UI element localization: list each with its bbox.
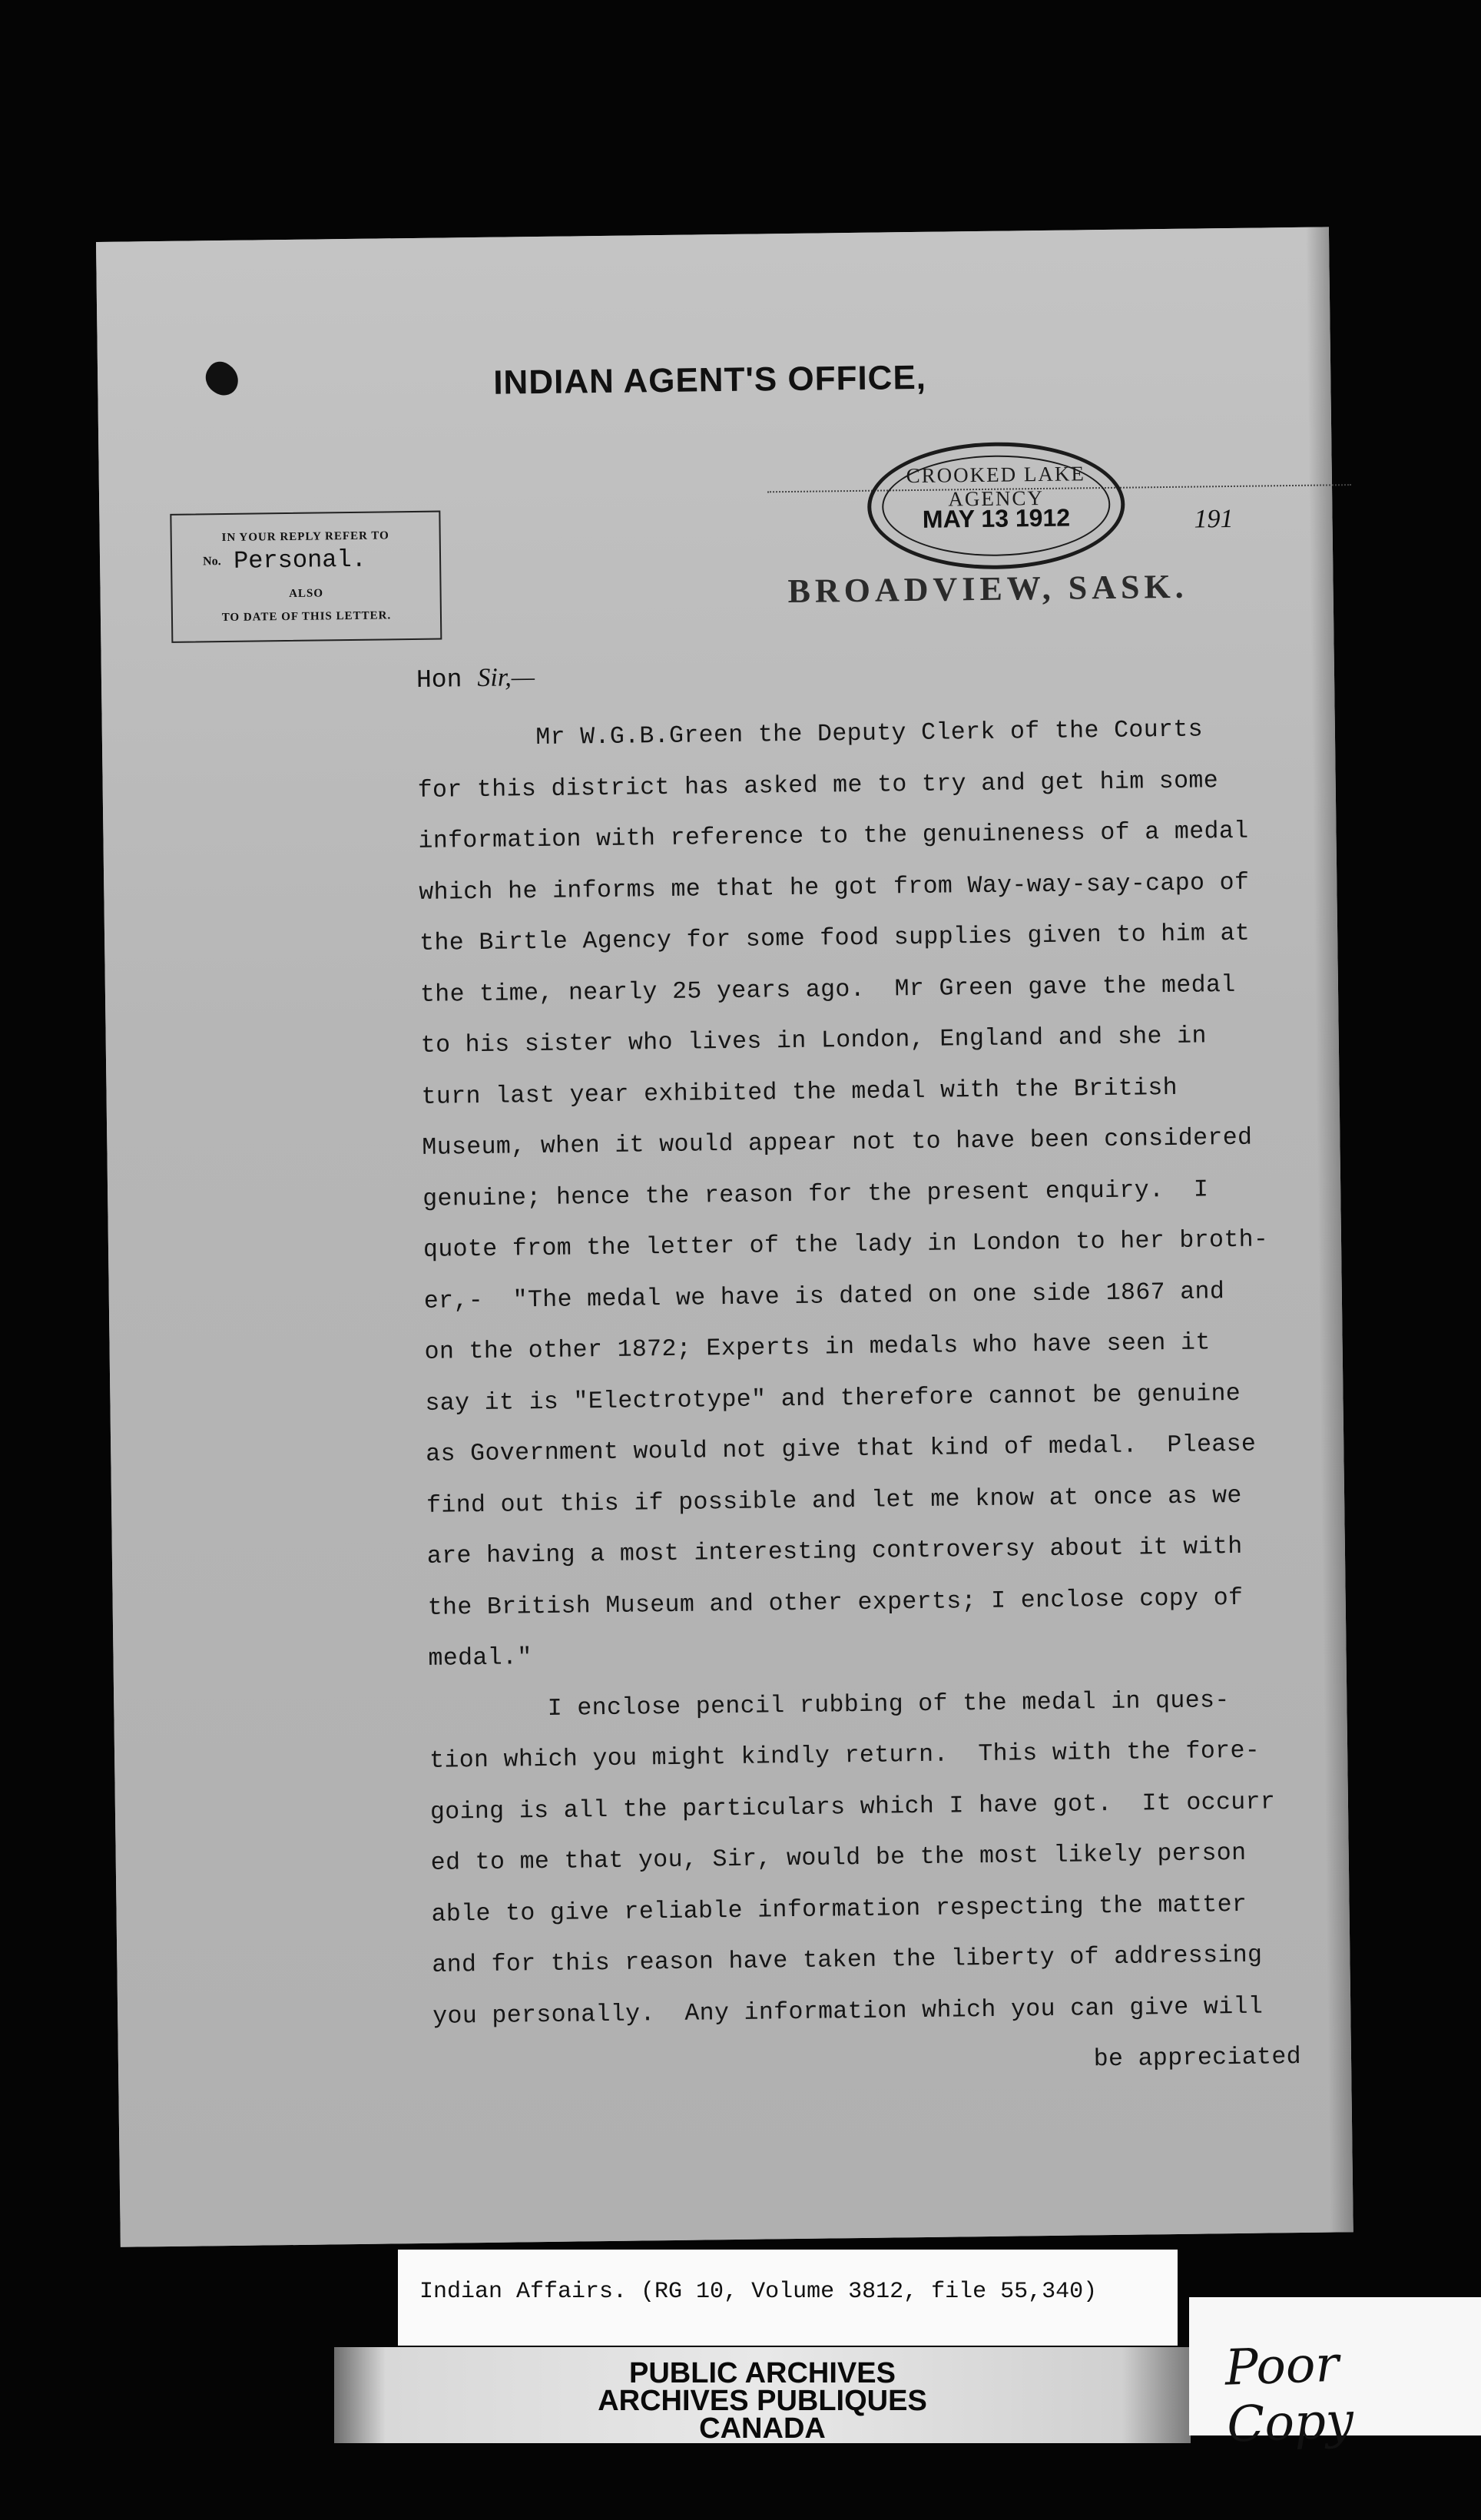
body-line: the time, nearly 25 years ago. Mr Green gave the medal bbox=[419, 971, 1236, 1009]
body-line: are having a most interesting controversy about it with bbox=[426, 1533, 1243, 1570]
reply-box-line4: TO DATE OF THIS LETTER. bbox=[221, 609, 392, 625]
body-line: the Birtle Agency for some food supplies given to him at bbox=[419, 920, 1251, 957]
place-name: BROADVIEW, SASK. bbox=[787, 567, 1188, 611]
body-line: say it is "Electrotype" and therefore cannot be genuine bbox=[425, 1380, 1241, 1418]
body-line: going is all the particulars which I have got. It occurr bbox=[429, 1788, 1276, 1826]
body-line: as Government would not give that kind of medal. Please bbox=[426, 1431, 1257, 1468]
stamp-date: MAY 13 1912 bbox=[922, 503, 1071, 533]
office-title: INDIAN AGENT'S OFFICE, bbox=[492, 358, 927, 402]
body-line: information with reference to the genuineness of a medal bbox=[418, 817, 1249, 855]
poor-copy-text: Poor Copy bbox=[1224, 2336, 1355, 2454]
archive-reference-text: Indian Affairs. (RG 10, Volume 3812, file 55,340) bbox=[419, 2279, 1098, 2305]
body-line: Museum, when it would appear not to have been considered bbox=[422, 1124, 1253, 1162]
body-line: Mr W.G.B.Green the Deputy Clerk of the Courts bbox=[416, 716, 1204, 753]
body-line: I enclose pencil rubbing of the medal in ques- bbox=[429, 1686, 1230, 1724]
closing-line: be appreciated bbox=[1093, 2044, 1302, 2074]
page-edge-shadow bbox=[1306, 227, 1353, 2232]
letter-body bbox=[417, 704, 1302, 2094]
body-line: which he informs me that he got from Way-way-say-capo of bbox=[419, 869, 1250, 907]
letter-page bbox=[96, 227, 1353, 2246]
poor-copy-note bbox=[1189, 2297, 1481, 2454]
archive-line-country: CANADA bbox=[699, 2412, 826, 2445]
archive-reference-label bbox=[398, 2250, 1178, 2346]
reply-box-also: ALSO bbox=[289, 587, 324, 600]
body-line: you personally. Any information which you can give will bbox=[432, 1993, 1264, 2031]
body-line: find out this if possible and let me know at once as we bbox=[426, 1482, 1242, 1520]
stamp-agency: CROOKED LAKE AGENCY bbox=[906, 462, 1086, 511]
year-suffix: 191 bbox=[1194, 504, 1234, 534]
body-line: tion which you might kindly return. This with the fore- bbox=[429, 1737, 1261, 1775]
salutation bbox=[416, 663, 535, 695]
body-line: medal." bbox=[428, 1644, 532, 1673]
archive-line-french: ARCHIVES PUBLIQUES bbox=[598, 2385, 927, 2417]
reply-box-no-value: Personal. bbox=[233, 545, 367, 575]
reply-reference-box bbox=[170, 511, 442, 643]
body-line: er,- "The medal we have is dated on one side 1867 and bbox=[423, 1278, 1225, 1315]
body-line: to his sister who lives in London, England and she in bbox=[420, 1023, 1208, 1059]
body-line: the British Museum and other experts; I enclose copy of bbox=[427, 1584, 1244, 1622]
body-line: quote from the letter of the lady in London to her broth- bbox=[422, 1226, 1269, 1264]
body-line: turn last year exhibited the medal with the British bbox=[421, 1074, 1178, 1111]
body-line: genuine; hence the reason for the present enquiry. I bbox=[422, 1175, 1209, 1213]
body-line: and for this reason have taken the liberty of addressing bbox=[432, 1941, 1263, 1979]
body-line: able to give reliable information respecting the matter bbox=[431, 1891, 1247, 1928]
salutation-hon: Hon bbox=[416, 665, 462, 695]
archive-band bbox=[334, 2347, 1191, 2443]
body-line: on the other 1872; Experts in medals who have seen it bbox=[424, 1329, 1211, 1366]
agency-date-stamp bbox=[866, 441, 1125, 571]
ink-blot bbox=[200, 356, 245, 401]
reply-box-no-label: No. bbox=[202, 555, 221, 569]
archive-line-english: PUBLIC ARCHIVES bbox=[629, 2357, 896, 2389]
salutation-sir: Sir,— bbox=[477, 663, 535, 692]
reply-box-line1: IN YOUR REPLY REFER TO bbox=[221, 529, 389, 545]
body-line: ed to me that you, Sir, would be the most likely person bbox=[430, 1839, 1247, 1877]
body-line: for this district has asked me to try and get him some bbox=[417, 767, 1219, 804]
